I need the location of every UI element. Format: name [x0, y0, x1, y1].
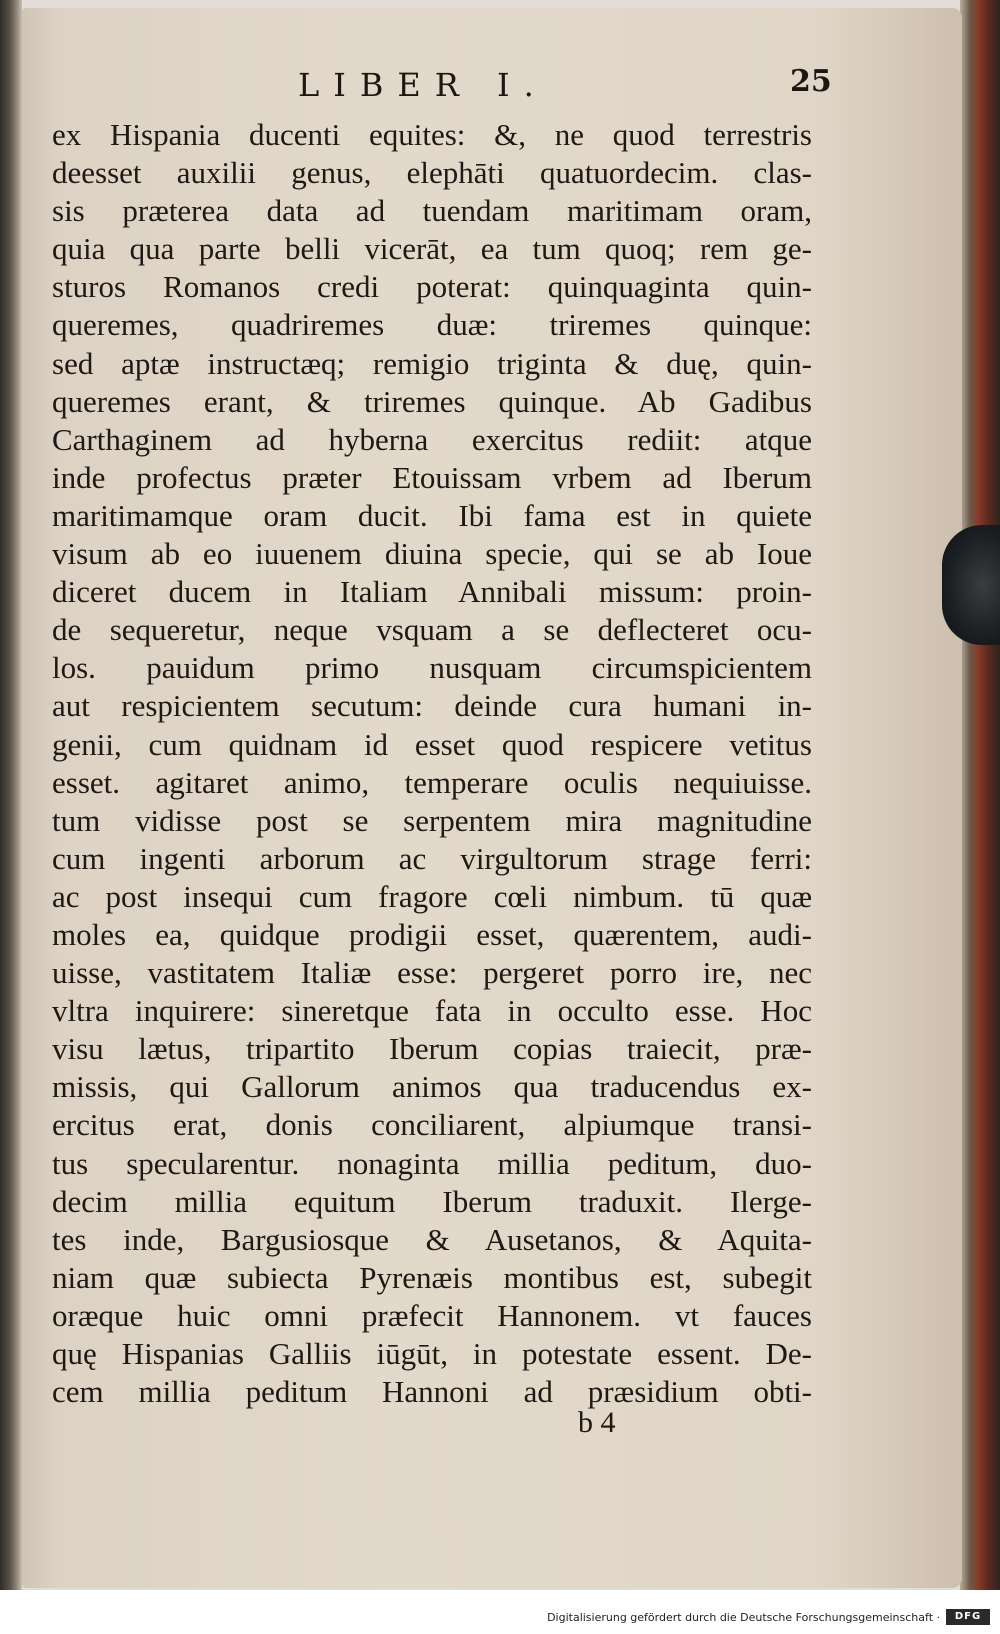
text-line: tus specularentur. nonaginta millia peditum, duo- — [52, 1145, 812, 1181]
text-line: decim millia equitum Iberum traduxit. Ilerge- — [52, 1183, 812, 1219]
text-line: Carthaginem ad hyberna exercitus rediit: atque — [52, 421, 812, 457]
text-line: ac post insequi cum fragore cœli nimbum. tū quæ — [52, 878, 812, 914]
text-line: quia qua parte belli vicerāt, ea tum quoq; rem ge- — [52, 231, 812, 267]
binding-right-edge — [960, 0, 1000, 1590]
binding-left-edge — [0, 0, 22, 1590]
text-line: cum ingenti arborum ac virgultorum strage ferri: — [52, 840, 812, 876]
text-line: vltra inquirere: sineretque fata in occulto esse. Hoc — [52, 993, 812, 1029]
text-line: visu lætus, tripartito Iberum copias traiecit, præ- — [52, 1031, 812, 1067]
text-line: sed aptæ instructæq; remigio triginta & duę, quin- — [52, 345, 812, 381]
text-line: deesset auxilii genus, elephāti quatuordecim. clas- — [52, 155, 812, 191]
text-line: cem millia peditum Hannoni ad præsidium obti- — [52, 1374, 812, 1410]
text-line: oræque huic omni præfecit Hannonem. vt fauces — [52, 1297, 812, 1333]
text-line: uisse, vastitatem Italiæ esse: pergeret porro ire, nec — [52, 955, 812, 991]
dfg-logo-icon: DFG — [946, 1609, 990, 1625]
text-line: sturos Romanos credi poterat: quinquaginta quin- — [52, 269, 812, 305]
text-line: esset. agitaret animo, temperare oculis nequiuisse. — [52, 764, 812, 800]
book-clasp — [942, 525, 1000, 645]
text-line: tum vidisse post se serpentem mira magnitudine — [52, 802, 812, 838]
text-line: ex Hispania ducenti equites: &, ne quod terrestris — [52, 117, 812, 152]
body-text — [52, 116, 812, 1411]
text-line: maritimamque oram ducit. Ibi fama est in quiete — [52, 497, 812, 533]
funding-credit: Digitalisierung gefördert durch die Deutsche Forschungsgemeinschaft · — [547, 1611, 940, 1624]
signature-mark: b 4 — [578, 1406, 616, 1439]
text-line: inde profectus præter Etouissam vrbem ad Iberum — [52, 459, 812, 495]
text-line: tes inde, Bargusiosque & Ausetanos, & Aquita- — [52, 1221, 812, 1257]
text-line: aut respicientem secutum: deinde cura humani in- — [52, 688, 812, 724]
text-line: missis, qui Gallorum animos qua traducendus ex- — [52, 1069, 812, 1105]
text-line: ercitus erat, donis conciliarent, alpiumque transi- — [52, 1107, 812, 1143]
page-number: 25 — [790, 64, 832, 99]
text-line: moles ea, quidque prodigii esset, quærentem, audi- — [52, 916, 812, 952]
text-line: sis præterea data ad tuendam maritimam oram, — [52, 193, 812, 229]
text-line: quę Hispanias Galliis iūgūt, in potestate essent. De- — [52, 1336, 812, 1371]
text-line: queremes erant, & triremes quinque. Ab Gadibus — [52, 383, 812, 419]
text-line: los. pauidum primo nusquam circumspicientem — [52, 650, 812, 686]
text-line: de sequeretur, neque vsquam a se deflecteret ocu- — [52, 612, 812, 648]
text-line: visum ab eo iuuenem diuina specie, qui se ab Ioue — [52, 536, 812, 572]
text-line: diceret ducem in Italiam Annibali missum: proin- — [52, 574, 812, 610]
text-line: genii, cum quidnam id esset quod respicere vetitus — [52, 726, 812, 762]
text-line: niam quæ subiecta Pyrenæis montibus est, subegit — [52, 1259, 812, 1295]
running-head: LIBER I. — [298, 66, 548, 104]
text-line: queremes, quadriremes duæ: triremes quinque: — [52, 307, 812, 343]
